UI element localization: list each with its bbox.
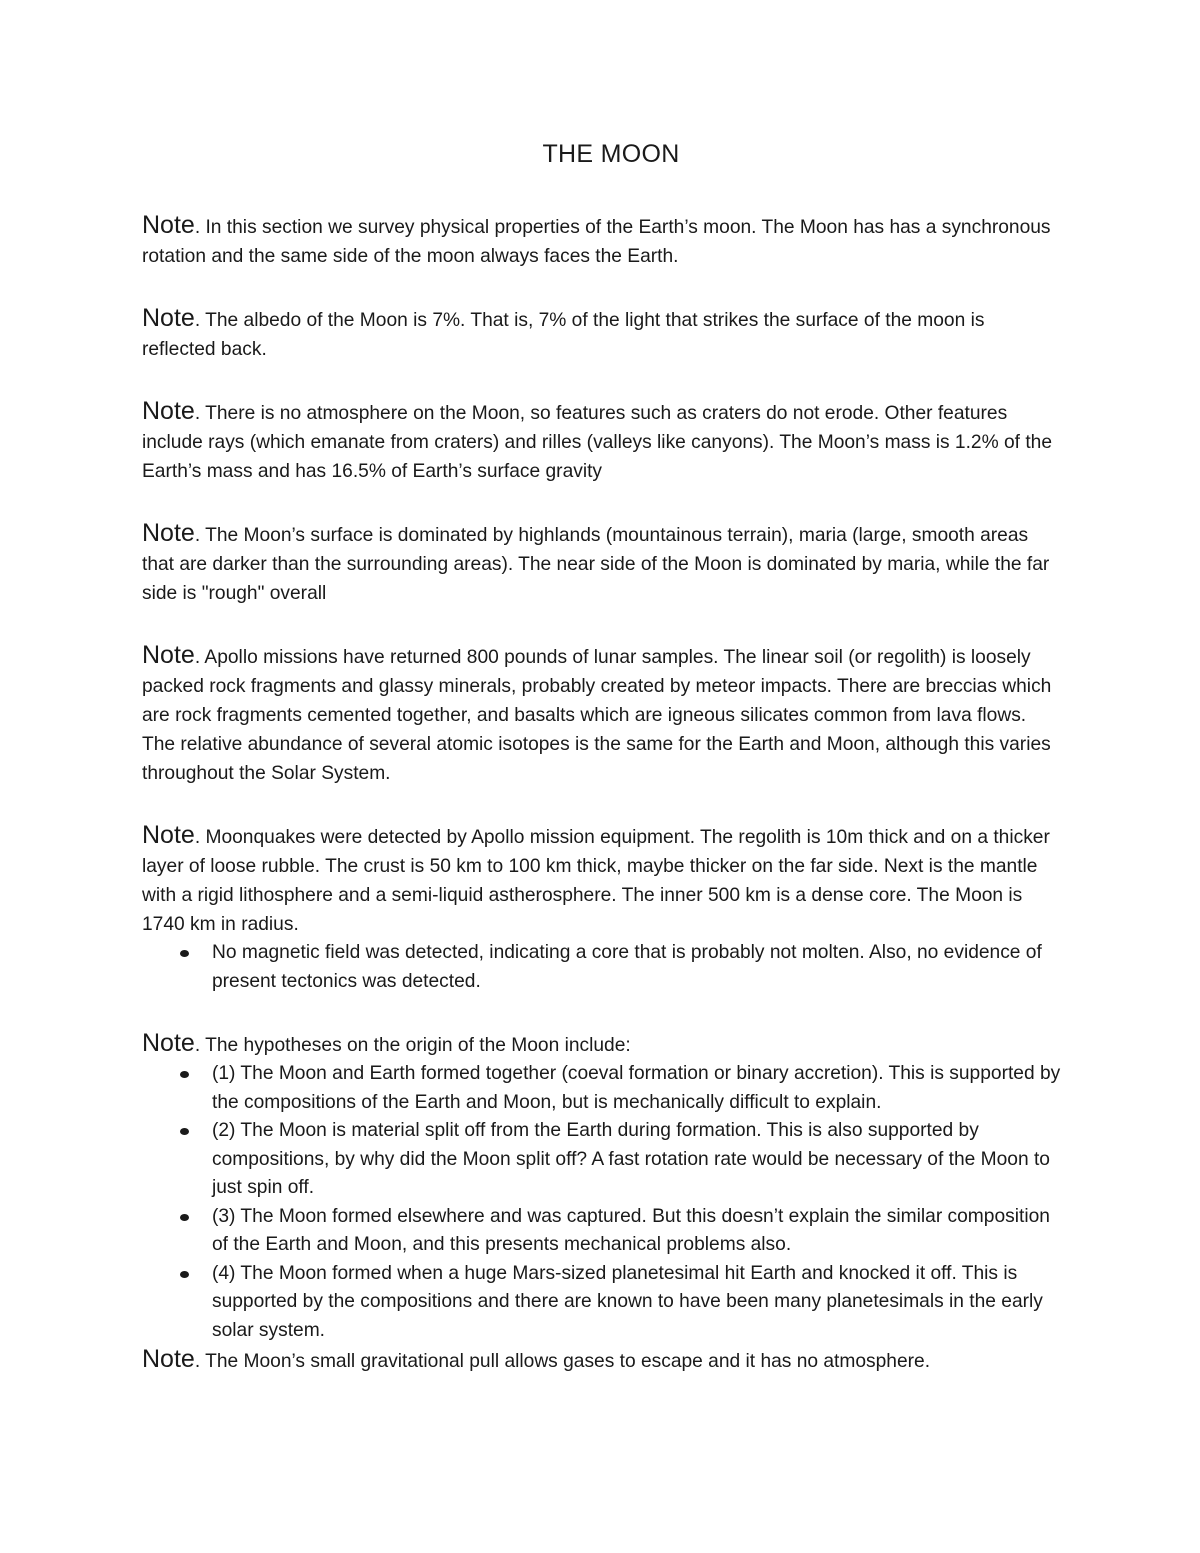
list-item-text: (1) The Moon and Earth formed together (coeval formation or binary accretion). This is supported by the compositions of the Earth and Moon, but is mechanically difficult to explain. <box>212 1063 1061 1113</box>
note-label: Note <box>142 1029 195 1057</box>
note-label: Note <box>142 641 195 669</box>
list-item <box>142 939 1062 996</box>
list-item <box>142 1060 1062 1117</box>
list-item-text: (2) The Moon is material split off from the Earth during formation. This is also supported by compositions, by why did the Moon split off? A fast rotation rate would be necessary of the Moon to just spin off. <box>212 1120 1050 1198</box>
bullet-list <box>142 1060 1062 1345</box>
note-paragraph <box>142 397 1062 486</box>
list-item <box>142 1260 1062 1346</box>
list-item-text: No magnetic field was detected, indicating a core that is probably not molten. Also, no evidence of present tectonics was detected. <box>212 942 1042 992</box>
note-text: . The hypotheses on the origin of the Moon include: <box>194 1035 631 1056</box>
note-text: . The Moon’s small gravitational pull allows gases to escape and it has no atmosphere. <box>194 1351 931 1372</box>
document-page <box>142 140 1062 1376</box>
note-paragraph <box>142 1345 1062 1376</box>
bullet-icon <box>180 1128 189 1135</box>
list-item <box>142 1117 1062 1203</box>
note-label: Note <box>142 1345 195 1373</box>
note-text: . Moonquakes were detected by Apollo mission equipment. The regolith is 10m thick and on a thicker layer of loose rubble. The crust is 50 km to 100 km thick, maybe thicker on the far side. Next is the mantle with a rigid lithosphere and a semi-liquid astherosphere. The inner 500 km is a dense core. The Moon is 1740 km in radius. <box>142 827 1050 935</box>
note-text: . The albedo of the Moon is 7%. That is, 7% of the light that strikes the surface of the moon is reflected back. <box>142 310 985 360</box>
note-text: . There is no atmosphere on the Moon, so features such as craters do not erode. Other features include rays (which emanate from craters) and rilles (valleys like canyons). The Moon’s mass is 1.2% of the Earth’s mass and has 16.5% of Earth’s surface gravity <box>142 403 1053 482</box>
note-text: . In this section we survey physical properties of the Earth’s moon. The Moon has has a synchronous rotation and the same side of the moon always faces the Earth. <box>142 217 1051 267</box>
list-item-text: (3) The Moon formed elsewhere and was captured. But this doesn’t explain the similar composition of the Earth and Moon, and this presents mechanical problems also. <box>212 1205 1050 1255</box>
bullet-icon <box>180 1071 189 1078</box>
note-paragraph <box>142 641 1062 788</box>
note-label: Note <box>142 304 195 332</box>
list-item-text: (4) The Moon formed when a huge Mars-sized planetesimal hit Earth and knocked it off. This is supported by the compositions and there are known to have been many planetesimals in the early solar system. <box>212 1262 1043 1341</box>
note-text: . The Moon’s surface is dominated by highlands (mountainous terrain), maria (large, smooth areas that are darker than the surrounding areas). The near side of the Moon is dominated by maria, while the far side is "rough" overall <box>142 525 1050 604</box>
note-label: Note <box>142 211 195 239</box>
list-item <box>142 1203 1062 1260</box>
note-paragraph <box>142 519 1062 608</box>
bullet-icon <box>180 1271 189 1278</box>
note-paragraph <box>142 211 1062 271</box>
note-paragraph <box>142 304 1062 364</box>
note-label: Note <box>142 821 195 849</box>
note-text: . Apollo missions have returned 800 pounds of lunar samples. The linear soil (or regolith) is loosely packed rock fragments and glassy minerals, probably created by meteor impacts. There are breccias which are rock fragments cemented together, and basalts which are igneous silicates common from lava flows. The relative abundance of several atomic isotopes is the same for the Earth and Moon, although this varies throughout the Solar System. <box>142 647 1052 784</box>
note-label: Note <box>142 397 195 425</box>
bullet-list <box>142 939 1062 996</box>
note-label: Note <box>142 519 195 547</box>
bullet-icon <box>180 950 189 957</box>
note-paragraph <box>142 1029 1062 1060</box>
bullet-icon <box>180 1214 189 1221</box>
note-paragraph <box>142 821 1062 939</box>
page-title: THE MOON <box>542 140 680 168</box>
